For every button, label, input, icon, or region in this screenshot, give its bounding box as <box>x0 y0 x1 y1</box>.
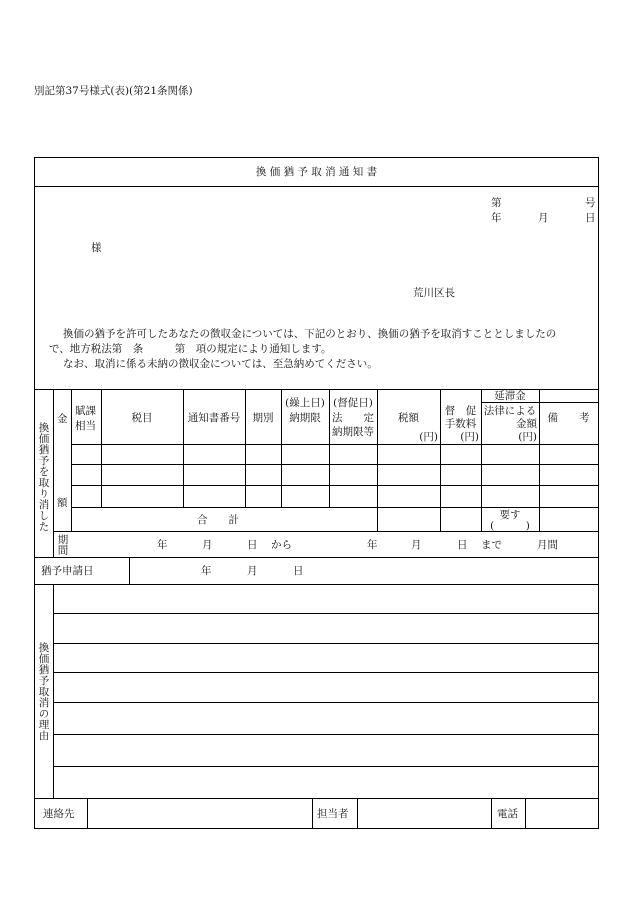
col-tokusoku <box>377 389 378 531</box>
col-zeimoku <box>183 389 184 507</box>
number-suffix: 号 <box>585 197 596 209</box>
addressee-honorific: 様 <box>91 242 102 254</box>
header-toku-2: 手数料 <box>444 418 477 430</box>
col-tsuchi <box>245 389 246 507</box>
header-entai-unit: (円) <box>518 431 537 443</box>
notice-form <box>34 157 599 829</box>
rule-reason4 <box>53 702 598 703</box>
col-footer2 <box>312 798 313 828</box>
rule-reason1 <box>53 613 598 614</box>
period-start-day: 日 <box>247 539 258 551</box>
header-entai-1: 延滞金 <box>494 390 526 402</box>
period-until: まで <box>481 539 502 551</box>
period-from: から <box>271 539 292 551</box>
header-tokusoku-2: 法 定 <box>332 412 374 424</box>
header-fuka-2: 相当 <box>75 420 96 432</box>
side-label-reason: 換価猶予取消の理由 <box>37 642 50 741</box>
header-zeigaku: 税額 <box>398 412 419 424</box>
header-kuriage-2: 納期限 <box>289 412 321 424</box>
rule-title <box>35 186 598 187</box>
application-month: 月 <box>247 565 258 577</box>
header-tokusoku-1: (督促日) <box>333 397 373 409</box>
date-month: 月 <box>538 212 549 224</box>
rule-reason6 <box>53 766 598 767</box>
date-day: 日 <box>585 212 596 224</box>
application-year: 年 <box>201 565 212 577</box>
phone-label: 電話 <box>497 808 518 820</box>
header-tokusoku-3: 納期限等 <box>332 426 374 438</box>
col-kin <box>71 389 72 531</box>
period-start-month: 月 <box>202 539 213 551</box>
col-footer5 <box>525 798 526 828</box>
header-entai-2: 法律による <box>483 405 537 417</box>
person-in-charge-label: 担当者 <box>317 808 349 820</box>
rule-reason3 <box>53 672 598 673</box>
period-end-month: 月 <box>411 539 422 551</box>
kin-char: 金 <box>57 413 68 425</box>
col-footer3 <box>357 798 358 828</box>
rule-row4 <box>71 507 598 508</box>
col-fuka <box>101 389 102 507</box>
issuer-name: 荒川区長 <box>413 287 455 299</box>
col-side2 <box>53 584 54 798</box>
col-application <box>129 557 130 584</box>
date-year: 年 <box>491 212 502 224</box>
body-line-1: 換価の猶予を許可したあなたの徴収金については、下記のとおり、換価の猶予を取消すこととしましたの <box>63 328 557 340</box>
contact-label: 連絡先 <box>43 808 75 820</box>
col-footer1 <box>87 798 88 828</box>
rule-row3 <box>71 485 598 486</box>
gaku-char: 額 <box>57 497 68 509</box>
col-footer4 <box>491 798 492 828</box>
header-kibetsu: 期別 <box>252 412 274 424</box>
side-label-cancelled: 換価猶予を取り消した <box>37 422 50 532</box>
period-end-day: 日 <box>457 539 468 551</box>
header-biko: 備 考 <box>547 412 590 424</box>
header-zeimoku: 税目 <box>131 412 153 424</box>
application-date-label: 猶予申請日 <box>41 565 94 577</box>
header-zeigaku-unit: (円) <box>419 431 438 443</box>
rule-footer <box>35 798 598 799</box>
period-label: 期間 <box>56 534 69 555</box>
rule-period <box>35 557 598 558</box>
header-tsuchisho: 通知書番号 <box>187 412 241 424</box>
total-label: 合 計 <box>197 514 239 526</box>
application-day: 日 <box>293 565 304 577</box>
header-entai-3: 金額 <box>516 418 537 430</box>
header-kuriage-1: (繰上日) <box>285 397 325 409</box>
form-reference: 別記第37号様式(表)(第21条関係) <box>34 85 193 97</box>
period-months: 月間 <box>537 539 558 551</box>
form-title: 換 価 猶 予 取 消 通 知 書 <box>255 166 378 178</box>
rule-reason2 <box>53 643 598 644</box>
rule-application <box>35 584 598 585</box>
number-prefix: 第 <box>491 197 502 209</box>
rule-reason5 <box>53 734 598 735</box>
header-toku-unit: (円) <box>460 431 479 443</box>
rule-row2 <box>71 464 598 465</box>
period-end-year: 年 <box>367 539 378 551</box>
col-side1 <box>53 389 54 557</box>
col-entai <box>539 389 540 531</box>
rule-row1 <box>71 444 598 445</box>
body-line-3: なお、取消に係る未納の徴収金については、至急納めてください。 <box>63 358 378 370</box>
yosu-bracket: ( ) <box>490 520 530 532</box>
period-start-year: 年 <box>157 539 168 551</box>
yosu-label: 要す <box>499 509 521 521</box>
body-line-2: で、地方税法第 条 第 項の規定により通知します。 <box>49 343 332 355</box>
header-fuka-1: 賦課 <box>75 405 96 417</box>
header-toku-1: 督 促 <box>444 405 477 417</box>
